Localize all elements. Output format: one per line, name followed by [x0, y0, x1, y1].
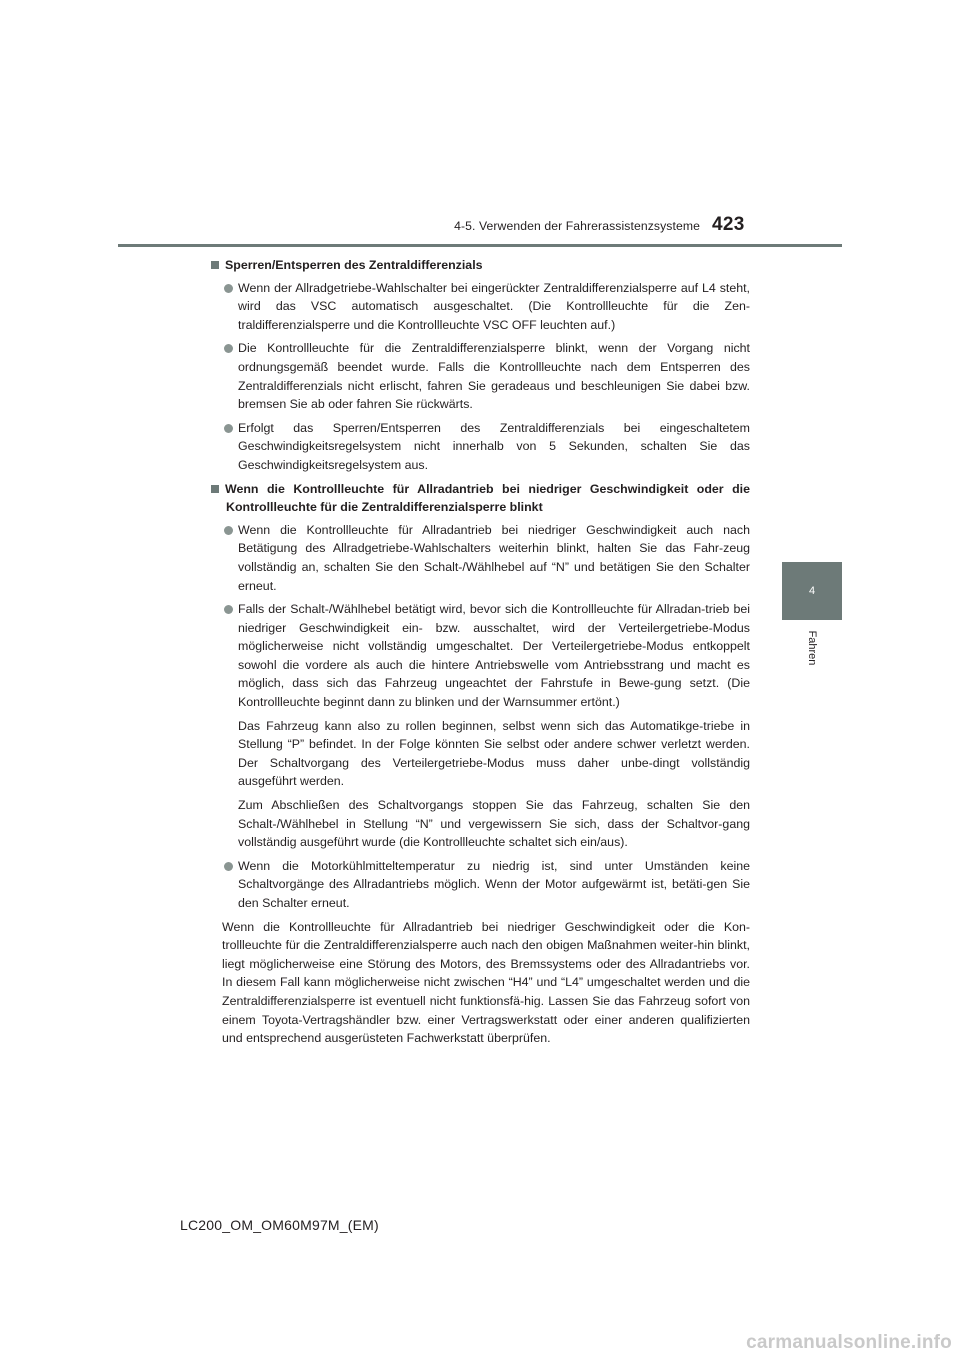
square-bullet-icon	[211, 261, 219, 269]
sub-paragraph: Zum Abschließen des Schaltvorgangs stoppen Sie das Fahrzeug, schalten Sie den Schalt-/Wählhebel in Stellung “N” und vergewissern Sie sich, dass der Schaltvor-gang vollständig ausgeführt wurde (die Kontrollleuchte schaltet sich ein/aus).	[238, 798, 750, 850]
list-item	[210, 419, 750, 475]
square-bullet-icon	[211, 485, 219, 493]
closing-note: Wenn die Kontrollleuchte für Allradantrieb bei niedriger Geschwindigkeit oder die Kon-trollleuchte für die Zentraldifferenzialsperre auch nach den obigen Maßnahmen weiter-hin blinkt, liegt möglicherweise eine Störung des Motors, des Bremssystems oder des Allradantriebs vor. In diesem Fall kann möglicherweise nicht zwischen “H4” und “L4” umgeschaltet werden und die Zentraldifferenzialsperre ist eventuell nicht funktionsfä-hig. Lassen Sie das Fahrzeug sofort von einem Toyota-Vertragshändler bzw. einer Vertragswerkstatt oder einer anderen qualifizierten und entsprechend ausgerüsteten Fachwerkstatt überprüfen.	[222, 919, 750, 1046]
section-heading-text: Wenn die Kontrollleuchte für Allradantrieb bei niedriger Geschwindigkeit oder die Kontrollleuchte für die Zentraldifferenzialsperre blinkt	[225, 481, 750, 515]
circle-bullet-icon	[224, 605, 233, 614]
chapter-label: Fahren	[806, 630, 818, 666]
page-content	[210, 252, 750, 1048]
list-item	[210, 279, 750, 335]
page-number: 423	[712, 214, 745, 235]
list-item	[210, 600, 750, 712]
list-item	[210, 339, 750, 413]
list-item	[210, 521, 750, 595]
list-item-text: Wenn der Allradgetriebe-Wahlschalter bei eingerückter Zentraldifferenzialsperre auf L4 steht, wird das VSC automatisch ausgeschaltet. (Die Kontrollleuchte für die Zen-traldifferenzialsperre und die Kontrollleuchte VSC OFF leuchten auf.)	[238, 280, 750, 332]
list-item-text: Falls der Schalt-/Wählhebel betätigt wird, bevor sich die Kontrollleuchte für Allradan-trieb bei niedriger Geschwindigkeit ein- bzw. ausschaltet, wird der Verteilergetriebe-Modus möglicherweise nicht vollständig umgeschaltet. Der Verteilergetriebe-Modus entkoppelt sowohl die vordere als auch die hintere Antriebswelle vom Antriebsstrang und macht es möglich, dass sich das Fahrzeug ungeachtet der Fahrstufe in Bewe-gung setzt. (Die Kontrollleuchte beginnt dann zu blinken und der Warnsummer ertönt.)	[238, 602, 750, 710]
list-item-text: Die Kontrollleuchte für die Zentraldifferenzialsperre blinkt, wenn der Vorgang nicht ordnungsgemäß beendet wurde. Falls die Kontrollleuchte nach dem Entsperren des Zentraldifferenzials nicht erlischt, fahren Sie geradeaus und beschleunigen Sie dabei bzw. bremsen Sie ab oder fahren Sie rückwärts.	[238, 341, 750, 412]
header-divider	[118, 244, 842, 247]
section-heading-text: Sperren/Entsperren des Zentraldifferenzials	[225, 258, 483, 272]
circle-bullet-icon	[224, 284, 233, 293]
section-heading	[210, 256, 750, 275]
circle-bullet-icon	[224, 424, 233, 433]
circle-bullet-icon	[224, 526, 233, 535]
footer-doc-code: LC200_OM_OM60M97M_(EM)	[180, 1217, 379, 1233]
list-item-text: Erfolgt das Sperren/Entsperren des Zentraldifferenzials bei eingeschaltetem Geschwindigkeitsregelsystem nicht innerhalb von 5 Sekunden, schalten Sie das Geschwindigkeitsregelsystem aus.	[238, 420, 750, 472]
section-heading	[210, 480, 750, 517]
circle-bullet-icon	[224, 344, 233, 353]
list-item-text: Wenn die Kontrollleuchte für Allradantrieb bei niedriger Geschwindigkeit auch nach Betätigung des Allradgetriebe-Wahlschalters weiterhin blinkt, halten Sie das Fahr-zeug vollständig an, schalten Sie den Schalt-/Wählhebel auf “N” und betätigen Sie den Schalter erneut.	[238, 522, 750, 593]
sub-paragraph: Das Fahrzeug kann also zu rollen beginnen, selbst wenn sich das Automatikge-triebe in Stellung “P” befindet. In der Folge könnten Sie selbst oder andere schwer verletzt werden. Der Schaltvorgang des Verteilergetriebe-Modus muss daher unbe-dingt vollständig ausgeführt werden.	[238, 718, 750, 789]
watermark-text: carmanualsonline.info	[746, 1332, 952, 1353]
chapter-number: 4	[808, 585, 816, 597]
list-item	[210, 857, 750, 913]
circle-bullet-icon	[224, 862, 233, 871]
list-item-text: Wenn die Motorkühlmitteltemperatur zu niedrig ist, sind unter Umständen keine Schaltvorgänge des Allradantriebs möglich. Wenn der Motor aufgewärmt ist, betäti-gen Sie den Schalter erneut.	[238, 858, 750, 910]
header-section-title: 4-5. Verwenden der Fahrerassistenzsysteme	[454, 219, 700, 233]
chapter-tab	[782, 562, 842, 620]
